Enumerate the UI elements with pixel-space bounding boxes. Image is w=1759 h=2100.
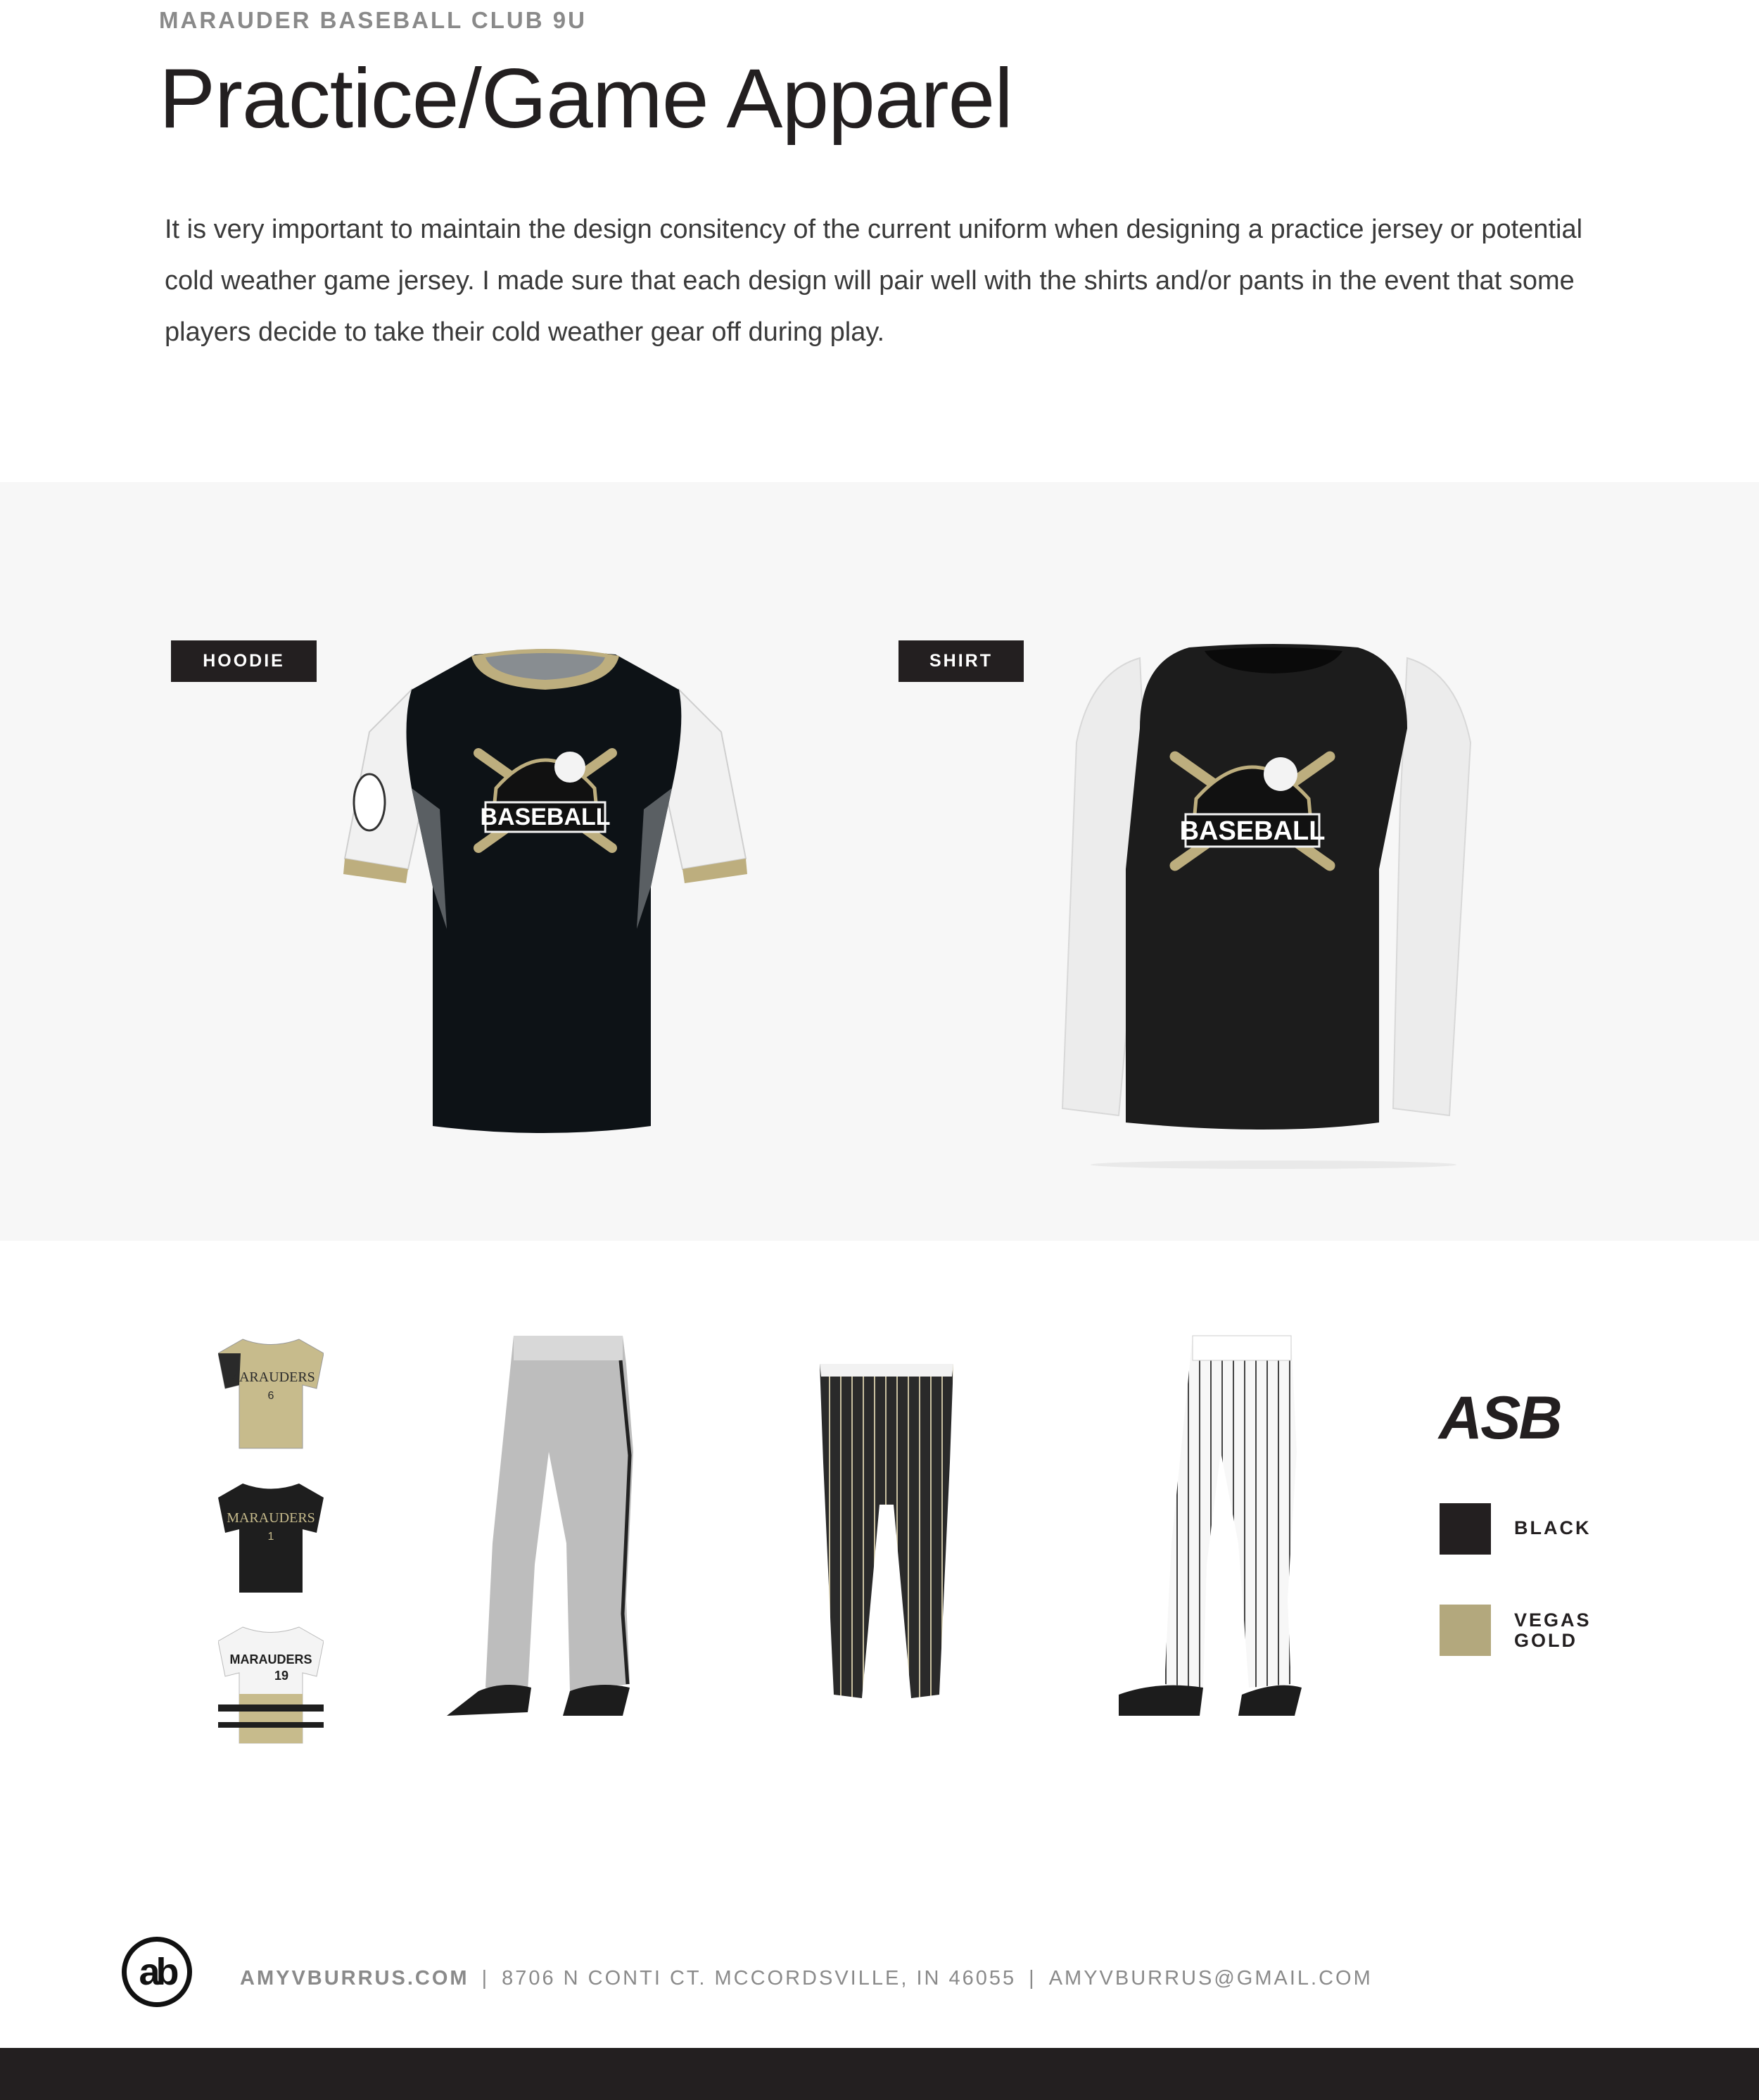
jersey-number: 1 xyxy=(267,1531,274,1543)
shirt-image xyxy=(1013,644,1534,1179)
intro-paragraph: It is very important to maintain the design consitency of the current uniform when designing a practice jersey or potential cold weather game jersey. I made sure that each design will pair well with the shirts and/or pants in the event that some players decide to take their cold weather gear off during play. xyxy=(165,215,1583,347)
jersey-text: MARAUDERS xyxy=(227,1370,315,1385)
footer-contact xyxy=(240,1967,1373,1990)
logo-text: BASEBALL xyxy=(480,804,611,830)
eyebrow-heading: MARAUDER BASEBALL CLUB 9U xyxy=(159,7,587,33)
jersey-thumbnail-black xyxy=(218,1476,324,1596)
footer-logo-glyph: ab xyxy=(139,1951,175,1993)
footer-email-link[interactable]: AMYVBURRUS@GMAIL.COM xyxy=(1048,1967,1373,1990)
jersey-thumbnail-gold xyxy=(218,1332,324,1452)
black-pinstripe-pants-image xyxy=(813,1357,960,1709)
footer-address: 8706 N CONTI CT. MCCORDSVILLE, IN 46055 xyxy=(502,1967,1017,1990)
logo-text: BASEBALL xyxy=(1179,816,1326,846)
footer-bar xyxy=(0,2048,1759,2100)
footer-logo xyxy=(122,1937,192,2007)
grey-pants-image xyxy=(436,1332,647,1740)
page-title: Practice/Game Apparel xyxy=(159,51,1012,146)
black-swatch xyxy=(1440,1503,1491,1555)
white-pinstripe-pants-image xyxy=(1115,1332,1319,1740)
jersey-thumbnail-white xyxy=(218,1620,324,1747)
black-swatch-label: BLACK xyxy=(1514,1517,1592,1538)
footer-separator: | xyxy=(481,1967,490,1990)
jersey-text: MARAUDERS xyxy=(227,1510,315,1526)
brand-logo: ASB xyxy=(1439,1384,1561,1452)
jersey-number: 6 xyxy=(267,1390,274,1402)
jersey-text: MARAUDERS xyxy=(229,1652,312,1666)
vegas-gold-swatch-label: VEGAS GOLD xyxy=(1514,1609,1592,1651)
footer-separator: | xyxy=(1029,1967,1036,1990)
footer-site-link[interactable]: AMYVBURRUS.COM xyxy=(240,1967,469,1990)
hoodie-image xyxy=(341,647,749,1140)
shirt-tag: SHIRT xyxy=(898,640,1024,682)
jersey-number: 19 xyxy=(274,1669,289,1683)
vegas-gold-swatch xyxy=(1440,1605,1491,1656)
hoodie-tag: HOODIE xyxy=(171,640,317,682)
